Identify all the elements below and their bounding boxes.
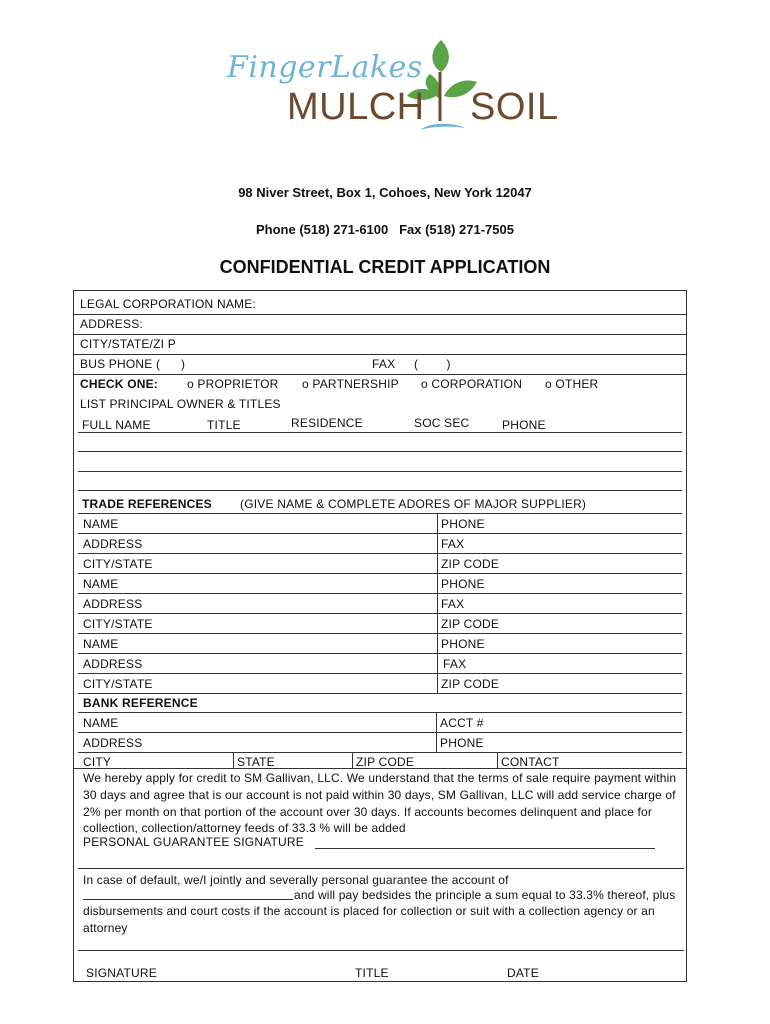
guarantee-account-line[interactable] <box>83 899 293 900</box>
trade-address-label: ADDRESS <box>83 657 143 671</box>
col-soc-sec: SOC SEC <box>414 416 470 430</box>
divider <box>78 633 682 634</box>
divider <box>78 553 682 554</box>
trade-zip-label: ZIP CODE <box>441 557 500 571</box>
date-label: DATE <box>507 966 539 980</box>
page-title: CONFIDENTIAL CREDIT APPLICATION <box>219 257 551 277</box>
check-one-label: CHECK ONE: <box>80 377 159 391</box>
trade-fax-label: FAX <box>443 657 467 671</box>
trade-city-state-label: CITY/STATE <box>83 677 153 691</box>
logo-brand-right: SOIL <box>470 86 559 128</box>
guarantee-text: disbursements and court costs if the account is placed for collection or suit with a collection agency or an <box>83 904 655 918</box>
option-partnership[interactable]: o PARTNERSHIP <box>302 377 399 391</box>
trade-zip-label: ZIP CODE <box>441 617 500 631</box>
principal-line[interactable] <box>78 471 682 472</box>
trade-references-note: (GIVE NAME & COMPLETE ADORES OF MAJOR SUPPLIER) <box>240 497 587 511</box>
bus-phone-label: BUS PHONE ( <box>80 357 161 371</box>
divider <box>78 752 682 753</box>
divider <box>78 950 684 951</box>
principal-line[interactable] <box>78 432 682 433</box>
trade-name-label: NAME <box>83 637 119 651</box>
trade-phone-label: PHONE <box>441 637 485 651</box>
divider <box>78 613 682 614</box>
bank-reference-heading: BANK REFERENCE <box>83 696 198 710</box>
divider <box>78 653 682 654</box>
col-full-name: FULL NAME <box>82 418 151 432</box>
option-other[interactable]: o OTHER <box>545 377 599 391</box>
signature-label: SIGNATURE <box>86 966 157 980</box>
trade-zip-label: ZIP CODE <box>441 677 500 691</box>
address-label: ADDRESS: <box>80 317 143 331</box>
trade-city-state-label: CITY/STATE <box>83 557 153 571</box>
fax-label: FAX <box>372 357 396 371</box>
company-logo <box>225 36 560 136</box>
bank-column-divider <box>497 752 498 768</box>
bank-column-divider <box>352 752 353 768</box>
col-title: TITLE <box>207 418 241 432</box>
divider <box>78 868 684 869</box>
trade-column-divider <box>437 513 438 693</box>
trade-name-label: NAME <box>83 517 119 531</box>
trade-name-label: NAME <box>83 577 119 591</box>
terms-line: 2% per month on that portion of the account over 30 days. If accounts becomes delinquent and place for <box>83 805 652 819</box>
bank-zip-label: ZIP CODE <box>356 755 415 769</box>
bank-address-label: ADDRESS <box>83 736 143 750</box>
principal-owner-label: LIST PRINCIPAL OWNER & TITLES <box>80 397 281 411</box>
col-residence: RESIDENCE <box>291 416 363 430</box>
bank-column-divider <box>233 752 234 768</box>
bank-state-label: STATE <box>237 755 275 769</box>
company-phone-fax: Phone (518) 271-6100 Fax (518) 271-7505 <box>256 222 514 237</box>
guarantee-signature-label: PERSONAL GUARANTEE SIGNATURE <box>83 835 304 849</box>
city-state-zip-label: CITY/STATE/ZI P <box>80 337 176 351</box>
divider <box>73 354 686 355</box>
divider <box>78 712 682 713</box>
option-corporation[interactable]: o CORPORATION <box>421 377 523 391</box>
divider <box>78 732 682 733</box>
trade-fax-label: FAX <box>441 597 465 611</box>
bus-phone-paren: ) <box>181 357 186 371</box>
trade-city-state-label: CITY/STATE <box>83 617 153 631</box>
divider <box>78 513 682 514</box>
bank-column-divider <box>436 712 437 752</box>
principal-line[interactable] <box>78 451 682 452</box>
divider <box>78 533 682 534</box>
guarantee-text: In case of default, we/I jointly and severally personal guarantee the account of <box>83 873 509 887</box>
divider <box>78 693 682 694</box>
guarantee-signature-line[interactable] <box>315 848 655 849</box>
divider <box>78 573 682 574</box>
bank-acct-label: ACCT # <box>440 716 484 730</box>
divider <box>73 314 686 315</box>
divider <box>73 334 686 335</box>
col-phone: PHONE <box>502 418 546 432</box>
divider <box>73 374 686 375</box>
trade-fax-label: FAX <box>441 537 465 551</box>
legal-name-label: LEGAL CORPORATION NAME: <box>80 297 256 311</box>
bank-city-label: CITY <box>83 755 112 769</box>
divider <box>78 593 682 594</box>
trade-address-label: ADDRESS <box>83 537 143 551</box>
terms-line: 30 days and agree that is our account is not paid within 30 days, SM Gallivan, LLC will add service charge of <box>83 788 676 802</box>
bank-phone-label: PHONE <box>440 736 484 750</box>
trade-address-label: ADDRESS <box>83 597 143 611</box>
bank-contact-label: CONTACT <box>501 755 560 769</box>
terms-line: We hereby apply for credit to SM Gallivan, LLC. We understand that the terms of sale require payment within <box>83 771 677 785</box>
terms-line: collection, collection/attorney feeds of 33.3 % will be added <box>83 821 406 835</box>
option-proprietor[interactable]: o PROPRIETOR <box>187 377 279 391</box>
trade-references-heading: TRADE REFERENCES <box>82 497 212 511</box>
guarantee-text: attorney <box>83 921 128 935</box>
trade-phone-label: PHONE <box>441 517 485 531</box>
principal-line[interactable] <box>78 490 682 491</box>
title-label: TITLE <box>355 966 389 980</box>
logo-brand-left: MULCH <box>287 86 425 128</box>
guarantee-text: and will pay bedsides the principle a sum equal to 33.3% thereof, plus <box>294 888 676 902</box>
divider <box>73 768 686 769</box>
trade-phone-label: PHONE <box>441 577 485 591</box>
company-address: 98 Niver Street, Box 1, Cohoes, New York 12047 <box>238 185 532 200</box>
fax-paren: ( ) <box>414 357 451 371</box>
bank-name-label: NAME <box>83 716 119 730</box>
logo-script-text: FingerLakes <box>227 50 423 85</box>
divider <box>78 673 682 674</box>
